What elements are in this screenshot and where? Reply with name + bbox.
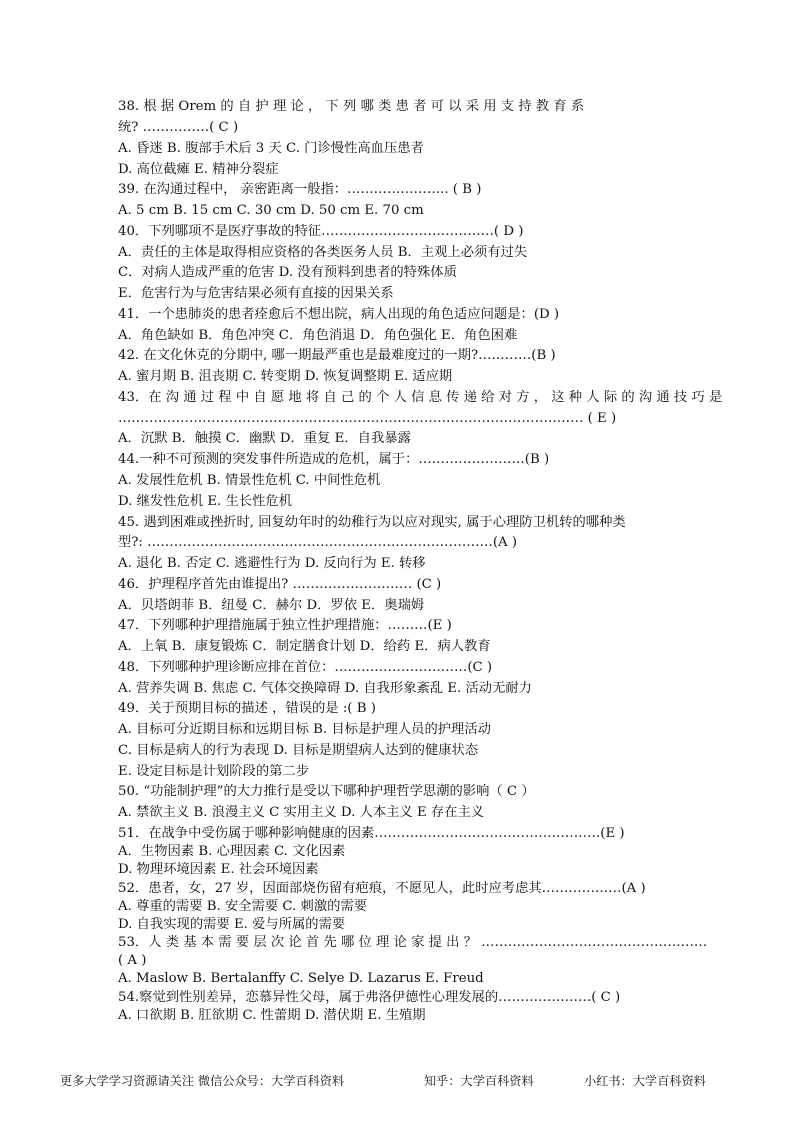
text-line: A. 禁欲主义 B. 浪漫主义 C 实用主义 D. 人本主义 E 存在主义 xyxy=(118,805,485,820)
text-line: A．责任的主体是取得相应资格的各类医务人员 B．主观上必须有过失 xyxy=(118,245,528,260)
text-line: A. 口欲期 B. 肛欲期 C. 性蕾期 D. 潜伏期 E. 生殖期 xyxy=(118,1008,426,1023)
footer-xiaohongshu: 小红书：大学百科资料 xyxy=(584,1074,706,1088)
text-line: A．生物因素 B. 心理因素 C. 文化因素 xyxy=(118,844,346,859)
text-line: 统? ……………( C ) xyxy=(118,120,239,135)
text-line: 44.一种不可预测的突发事件所造成的危机，属于：……………………(B ) xyxy=(118,452,550,467)
text-line: 42. 在文化休克的分期中, 哪一期最严重也是最难度过的一期?…………(B ) xyxy=(118,348,556,363)
text-line: 47．下列哪种护理措施属于独立性护理措施：………(E ) xyxy=(118,618,452,633)
text-line: 50. “功能制护理”的大力推行是受以下哪种护理哲学思潮的影响（ C ） xyxy=(118,784,535,799)
text-line: A．上氧 B．康复锻炼 C．制定膳食计划 D．给药 E．病人教育 xyxy=(118,639,491,654)
text-line: 54.察觉到性别差异，恋慕异性父母，属于弗洛伊德性心理发展的…………………( C ) xyxy=(118,990,621,1005)
text-line: D. 高位截瘫 E. 精神分裂症 xyxy=(118,162,279,177)
text-line: 39. 在沟通过程中， 亲密距离一般指：………………….. ( B ) xyxy=(118,182,482,197)
text-line: A．贝塔朗菲 B．纽曼 C．赫尔 D．罗依 E．奥瑞姆 xyxy=(118,598,425,613)
text-line: A. 尊重的需要 B. 安全需要 C. 刺激的需要 xyxy=(118,899,368,914)
text-line: C．对病人造成严重的危害 D. 没有预料到患者的特殊体质 xyxy=(118,265,457,280)
text-line: E．危害行为与危害结果必须有直接的因果关系 xyxy=(118,286,394,301)
text-line: A. Maslow B. Bertalanffy C. Selye D. Lazarus E. Freud xyxy=(118,971,484,986)
text-line: 52．患者，女，27 岁，因面部烧伤留有疤痕，不愿见人，此时应考虑其………………(A ) xyxy=(118,881,646,896)
text-line: A. 5 cm B. 15 cm C. 30 cm D. 50 cm E. 70 cm xyxy=(118,203,424,218)
text-line: 46．护理程序首先由谁提出? ……………………… (C ) xyxy=(118,577,442,592)
text-line: 41．一个患肺炎的患者痊愈后不想出院，病人出现的角色适应问题是：(D ) xyxy=(118,307,560,322)
text-line: A. 昏迷 B. 腹部手术后 3 天 C. 门诊慢性高血压患者 xyxy=(118,141,424,156)
text-line: 51．在战争中受伤属于哪种影响健康的因素……………………………………………(E ) xyxy=(118,826,625,841)
text-line: A. 营养失调 B. 焦虑 C. 气体交换障碍 D. 自我形象紊乱 E. 活动无耐力 xyxy=(118,681,532,696)
text-line: E. 设定目标是计划阶段的第二步 xyxy=(118,764,310,779)
text-line: 型?: ……………………………………………………………………(A ) xyxy=(118,535,518,550)
text-line: C. 目标是病人的行为表现 D. 目标是期望病人达到的健康状态 xyxy=(118,743,479,758)
text-line: 48．下列哪种护理诊断应排在首位：…………………………(C ) xyxy=(118,660,493,675)
footer-wechat: 更多大学学习资源请关注 微信公众号：大学百科资料 xyxy=(60,1074,345,1088)
text-line: D. 自我实现的需要 E. 爱与所属的需要 xyxy=(118,917,346,932)
text-line: D. 继发性危机 E. 生长性危机 xyxy=(118,494,292,509)
text-line: 40．下列哪项不是医疗事故的特征…………………………………( D ) xyxy=(118,224,524,239)
text-line: A. 退化 B. 否定 C. 逃避性行为 D. 反向行为 E. 转移 xyxy=(118,556,426,571)
text-line: …………………………………………………………………………………………… ( E ) xyxy=(118,411,617,426)
text-line: 43．在 沟 通 过 程 中 自 愿 地 将 自 己 的 个 人 信 息 传 递 给 对 方 ， 这 种 人 际 的 沟 通 技 巧 是 xyxy=(118,390,723,405)
text-line: A．角色缺如 B．角色冲突 C．角色消退 D．角色强化 E．角色困难 xyxy=(118,328,518,343)
text-line: 38. 根 据 Orem 的 自 护 理 论 ， 下 列 哪 类 患 者 可 以 采 用 支 持 教 育 系 xyxy=(118,99,585,114)
text-line: 49．关于预期目标的描述 ，错误的是 :( B ) xyxy=(118,701,376,716)
text-line: A. 蜜月期 B. 沮丧期 C. 转变期 D. 恢复调整期 E. 适应期 xyxy=(118,369,453,384)
text-line: A．沉默 B．触摸 C．幽默 D．重复 E．自我暴露 xyxy=(118,431,411,446)
footer-zhihu: 知乎：大学百科资料 xyxy=(424,1074,534,1088)
text-line: 45. 遇到困难或挫折时, 回复幼年时的幼稚行为以应对现实, 属于心理防卫机转的哪种类 xyxy=(118,515,626,530)
text-line: D. 物理环境因素 E. 社会环境因素 xyxy=(118,862,319,877)
text-line: ( A ) xyxy=(118,953,147,968)
text-line: 53．人 类 基 本 需 要 层 次 论 首 先 哪 位 理 论 家 提 出 ？ …………………………………………… xyxy=(118,935,708,950)
text-line: A. 目标可分近期目标和远期目标 B. 目标是护理人员的护理活动 xyxy=(118,722,491,737)
text-line: A. 发展性危机 B. 情景性危机 C. 中间性危机 xyxy=(118,473,381,488)
